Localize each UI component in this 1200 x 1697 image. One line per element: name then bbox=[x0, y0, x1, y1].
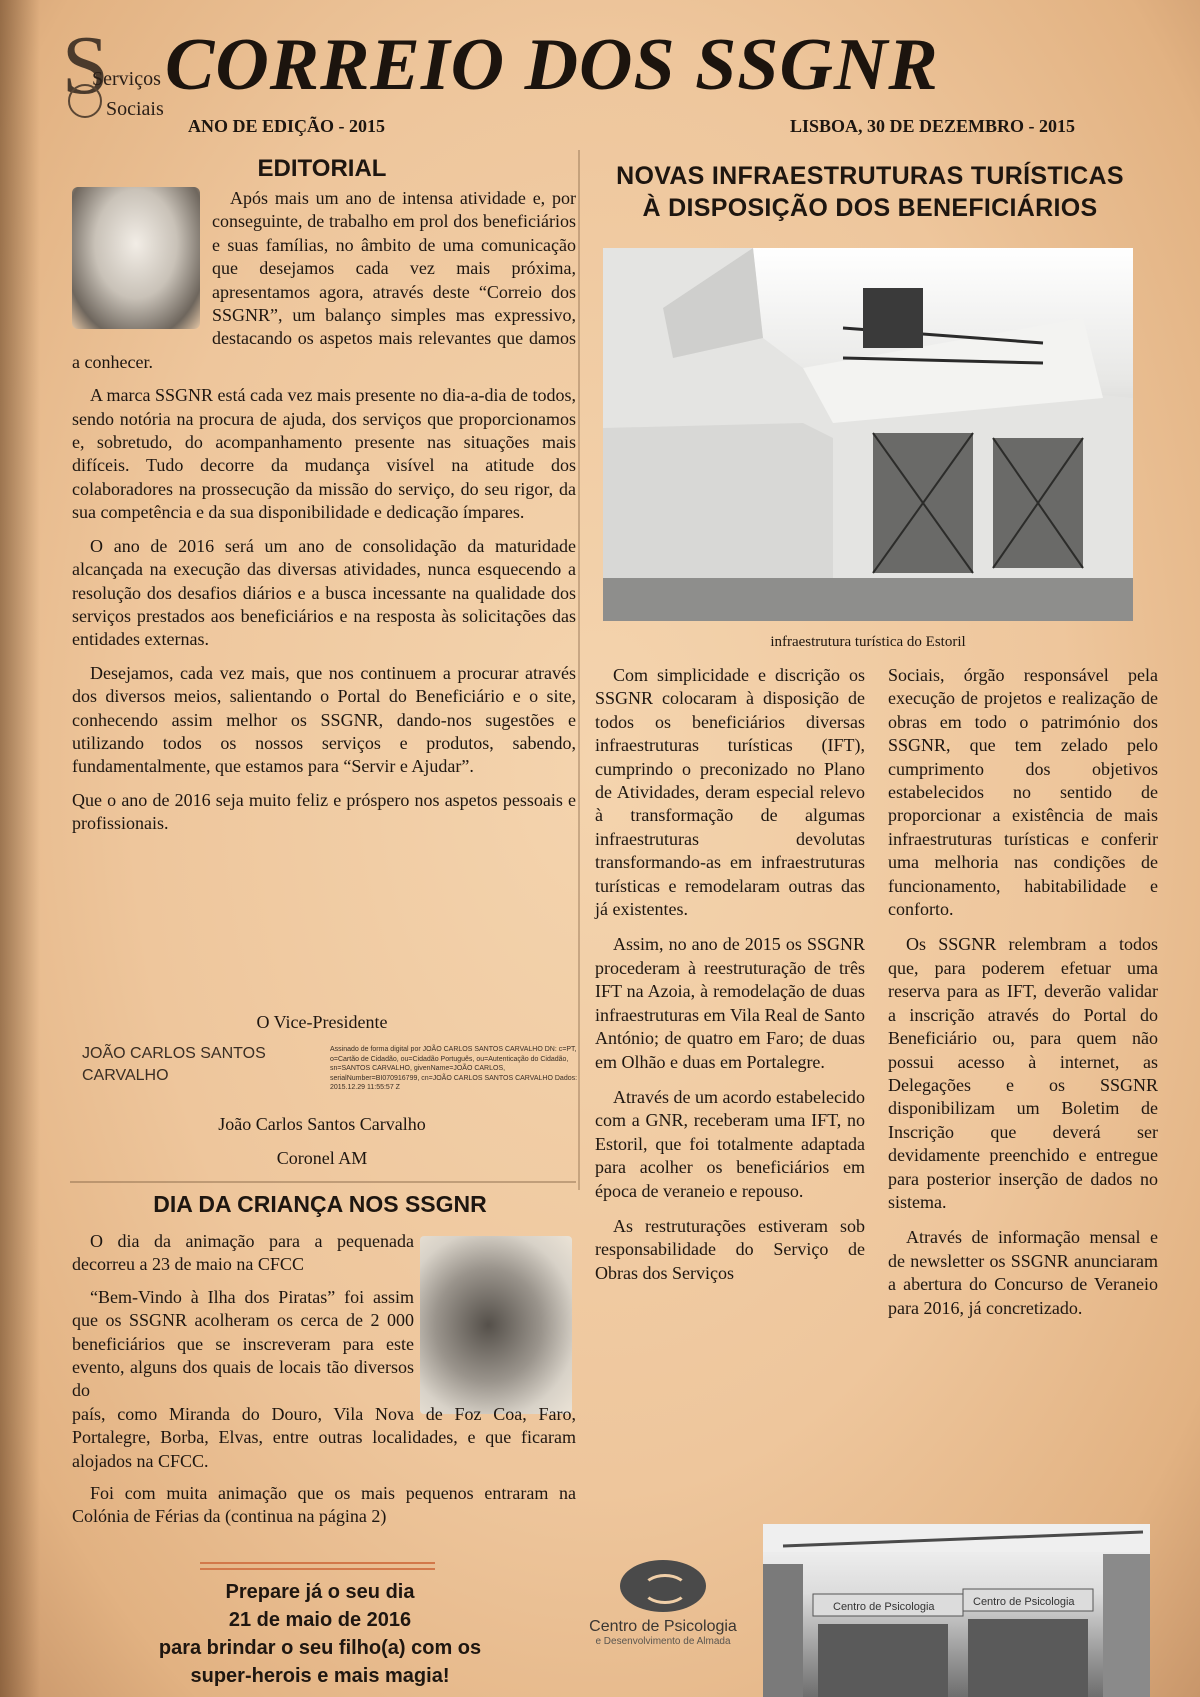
estoril-building-photo bbox=[603, 248, 1133, 621]
dia-crianca-heading: DIA DA CRIANÇA NOS SSGNR bbox=[153, 1191, 487, 1217]
promo-line4: super-herois e mais magia! bbox=[190, 1665, 450, 1687]
novas-heading-line1: NOVAS INFRAESTRUTURAS TURÍSTICAS bbox=[616, 162, 1124, 190]
novas-paragraph: Sociais, órgão responsável pela execução de projetos e realização de obras em todo o património dos SSGNR, que tem zelado pelo cumprimento dos objetivos estabelecidos no sentido de proporcionar a existência de mais infraestruturas turísticas e conferir uma melhoria nas condições de funcionamento, habitabilidade e conforto. bbox=[888, 665, 1158, 920]
editorial-heading: EDITORIAL bbox=[257, 155, 387, 182]
signatory-rank: Coronel AM bbox=[276, 1148, 368, 1168]
dia-paragraph: “Bem-Vindo à Ilha dos Piratas” foi assim que os SSGNR acolheram os cerca de 2 000 beneficiários que se inscreveram para este evento, alguns dos quais de locais tão diversos do bbox=[72, 1286, 414, 1401]
editorial-paragraph: O ano de 2016 será um ano de consolidação da maturidade alcançada na execução das diversas atividades, nunca esquecendo a resolução dos desafios diários e a busca incessante na qualidade dos serviços prestados aos beneficiários e na resposta às solicitações das entidades externas. bbox=[72, 535, 576, 650]
novas-right-column bbox=[888, 664, 1158, 1332]
promo-text bbox=[100, 1578, 540, 1690]
signatory-name: João Carlos Santos Carvalho bbox=[218, 1114, 426, 1134]
photo-caption: infraestrutura turística do Estoril bbox=[770, 634, 966, 650]
novas-heading bbox=[575, 160, 1165, 224]
column-divider bbox=[578, 150, 580, 1190]
digital-signature: Assinado de forma digital por JOÃO CARLOS SANTOS CARVALHO DN: c=PT, o=Cartão de Cidadão, ou=Cidadão Português, ou=Autenticação do Cidadão, sn=SANTOS CARVALHO, givenName=JOÃO CARLOS, serialNumber=BI070916799, cn=JOÃO CARLOS SANTOS CARVALHO Dados: 2015.12.29 11:55:57 Z bbox=[330, 1046, 578, 1091]
signatory-role: O Vice-Presidente bbox=[256, 1012, 388, 1032]
dia-paragraph: O dia da animação para a pequenada decorreu a 23 de maio na CFCC bbox=[72, 1231, 414, 1275]
novas-left-column bbox=[595, 664, 865, 1297]
logo-line2: Sociais bbox=[106, 98, 164, 120]
logo-line1: Serviços bbox=[92, 68, 161, 90]
signature-name-line2: CARVALHO bbox=[82, 1067, 169, 1084]
storefront-sign-left: Centro de Psicologia bbox=[833, 1601, 935, 1613]
novas-paragraph: Assim, no ano de 2015 os SSGNR procederam à reestruturação de três IFT na Azoia, à remodelação de duas infraestruturas em Vila Real de Santo António; de quatro em Faro; de duas em Olhão e duas em Portalegre. bbox=[595, 934, 865, 1072]
newspaper-title: CORREIO DOS SSGNR bbox=[165, 24, 939, 106]
promo-line1: Prepare já o seu dia bbox=[225, 1581, 415, 1603]
dia-paragraph: Foi com muita animação que os mais pequenos entraram na Colónia de Férias da (continua na página 2) bbox=[72, 1483, 576, 1527]
novas-paragraph: Os SSGNR relembram a todos que, para poderem efetuar uma reserva para as IFT, deverão validar a inscrição através do Portal do Beneficiário ou, para quem não possui acesso à internet, as Delegações e os SSGNR disponibilizam um Boletim de Inscrição que deverá ser devidamente preenchido e entregue para posterior inserção de dados no sistema. bbox=[888, 934, 1158, 1212]
vice-president-portrait bbox=[72, 187, 200, 329]
novas-paragraph: As restruturações estiveram sob responsabilidade do Serviço de Obras dos Serviços bbox=[595, 1215, 865, 1283]
promo-line2: 21 de maio de 2016 bbox=[228, 1609, 412, 1631]
promo-line3: para brindar o seu filho(a) com os bbox=[158, 1637, 482, 1659]
novas-heading-line2: À DISPOSIÇÃO DOS BENEFICIÁRIOS bbox=[642, 194, 1098, 222]
editorial-paragraph: Que o ano de 2016 seja muito feliz e próspero nos aspetos pessoais e profissionais. bbox=[72, 789, 576, 834]
editorial-paragraph: A marca SSGNR está cada vez mais presente no dia-a-dia de todos, sendo notória na procura de ajuda, dos serviços que proporcionamos e, sobretudo, do acompanhamento presente nas situações mais difíceis. Tudo decorre da mudança visível na atitude dos colaboradores na prossecução da missão do serviço, do seu rigor, da sua competência e da sua disponibilidade e dedicação ímpares. bbox=[72, 385, 576, 523]
editorial-paragraph: Desejamos, cada vez mais, que nos continuem a procurar através dos diversos meios, salientando o Portal do Beneficiário e o site, conhecendo assim melhor os SSGNR, dando-nos sugestões e utilizando todos os nossos serviços e produtos, sabendo, fundamentalmente, que estamos para “Servir e Ajudar”. bbox=[72, 662, 576, 777]
psicologia-logo bbox=[578, 1560, 748, 1680]
building-illustration bbox=[603, 248, 1133, 621]
storefront-illustration bbox=[763, 1524, 1150, 1697]
novas-paragraph: Com simplicidade e discrição os SSGNR colocaram à disposição de todos os beneficiários diversas infraestruturas turísticas (IFT), cumprindo o preconizado no Plano de Atividades, deram especial relevo à transformação de algumas infraestruturas devolutas transformando-as em infraestruturas turísticas e remodelaram outras das já existentes. bbox=[595, 665, 865, 920]
dia-paragraph-cont: país, como Miranda do Douro, Vila Nova de Foz Coa, Faro, Portalegre, Borba, Elvas, entre outras localidades, e que ficaram alojados na CFCC. bbox=[72, 1403, 576, 1471]
psicologia-building-photo bbox=[763, 1524, 1150, 1697]
signature-name-line1: JOÃO CARLOS SANTOS bbox=[82, 1045, 266, 1062]
place-date: LISBOA, 30 DE DEZEMBRO - 2015 bbox=[790, 116, 1076, 136]
psicologia-name: Centro de Psicologia bbox=[589, 1618, 737, 1635]
section-divider bbox=[70, 1181, 576, 1183]
novas-paragraph: Através de informação mensal e de newsletter os SSGNR anunciaram a abertura do Concurso de Veraneio para 2016, já concretizado. bbox=[888, 1227, 1158, 1318]
editorial-paragraph: Após mais um ano de intensa atividade e, por conseguinte, de trabalho em prol dos beneficiários e suas famílias, no âmbito de uma comunicação que desejamos cada vez mais próxima, apresentamos agora, através deste “Correio dos SSGNR”, um balanço simples mas expressivo, destacando os aspetos mais relevantes que damos a conhecer. bbox=[72, 188, 576, 372]
edition-label: ANO DE EDIÇÃO - 2015 bbox=[188, 116, 386, 136]
editorial-body bbox=[72, 187, 576, 846]
psicologia-subtitle: e Desenvolvimento de Almada bbox=[595, 1636, 731, 1647]
psicologia-logo-icon bbox=[620, 1560, 706, 1612]
novas-paragraph: Através de um acordo estabelecido com a GNR, receberam uma IFT, no Estoril, que foi totalmente adaptada para acolher os beneficiários em época de veraneio e repouso. bbox=[595, 1086, 865, 1201]
signature-name bbox=[82, 1043, 282, 1087]
logo-letter-icon: S bbox=[62, 19, 109, 112]
promo-rule bbox=[200, 1562, 435, 1570]
dia-crianca-body bbox=[72, 1230, 576, 1538]
storefront-sign-right: Centro de Psicologia bbox=[973, 1596, 1075, 1608]
